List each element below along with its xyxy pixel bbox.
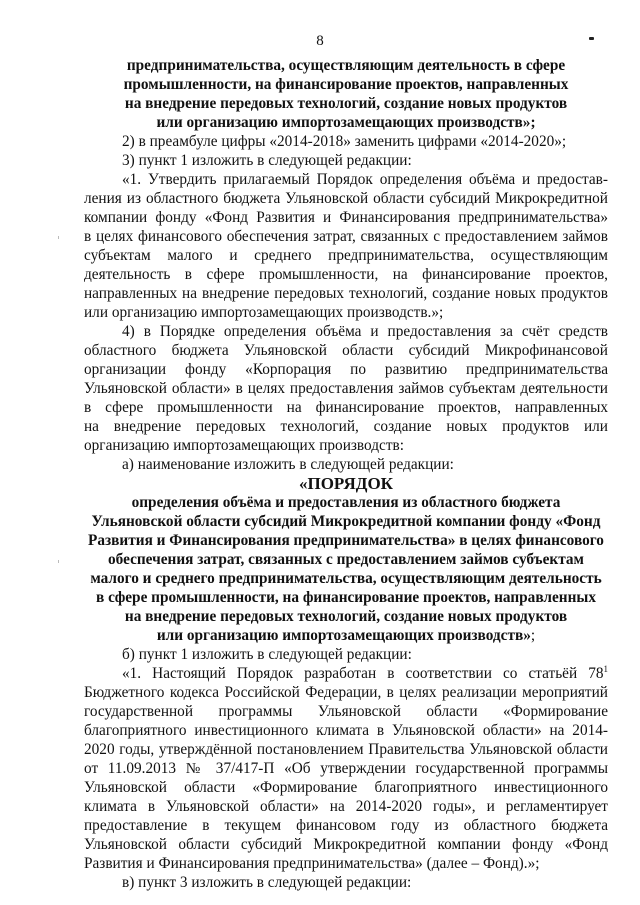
- order-title-line: на внедрение передовых технологий, создание новых продуктов: [124, 608, 568, 625]
- order-title-line: определения объёма и предоставления из областного бюджета: [131, 494, 561, 511]
- order-title-line-last: [84, 626, 608, 645]
- item-2: 2) в преамбуле цифры «2014-2018» заменить цифрами «2014-2020»;: [122, 133, 567, 150]
- quote-1-line: субъектам малого и среднего предпринимательства, осуществляющим: [84, 247, 608, 264]
- quote-2-line: государственной программы Ульяновской области «Формирование: [84, 703, 608, 720]
- title-line: на внедрение передовых технологий, создание новых продуктов: [124, 95, 568, 112]
- quote-2-line: Ульяновской области субсидий Микрокредитной компании фонду «Фонд: [84, 836, 608, 853]
- order-heading: «ПОРЯДОК: [298, 474, 393, 493]
- item-4-line: организации фонду «Корпорация по развитию предпринимательства: [84, 361, 608, 378]
- document-body: [84, 56, 608, 892]
- page-number: 8: [316, 33, 324, 49]
- order-title-last-bold: или организацию импортозамещающих производств»: [156, 627, 531, 644]
- sub-item-c: в) пункт 3 изложить в следующей редакции:: [122, 874, 412, 891]
- scan-mark: [589, 37, 594, 40]
- item-4-line: в сфере промышленности на финансирование проектов, направленных: [84, 399, 608, 416]
- quote-1-line: деятельность в сфере промышленности, на финансирование проектов,: [84, 266, 608, 283]
- quote-1-line: в целях финансового обеспечения затрат, связанных с предоставлением займов: [84, 228, 608, 245]
- scan-speck: [58, 236, 59, 239]
- order-title-line: Развития и Финансирования предпринимательства» в целях финансового: [88, 532, 604, 549]
- item-3: 3) пункт 1 изложить в следующей редакции:: [122, 152, 412, 169]
- item-4-line: Ульяновской области» в целях предоставления займов субъектам деятельности: [84, 380, 608, 397]
- sub-item-a: а) наименование изложить в следующей редакции:: [122, 456, 454, 473]
- scan-speck: [58, 560, 59, 563]
- quote-1-line: или организацию импортозамещающих производств.»;: [84, 304, 444, 321]
- quote-2-line: Ульяновской области «Формирование благоприятного инвестиционного: [84, 779, 608, 796]
- order-title-line: в сфере промышленности, на финансирование проектов, направленных: [96, 589, 596, 606]
- sub-item-b: б) пункт 1 изложить в следующей редакции:: [122, 646, 412, 663]
- quote-2-line: климата в Ульяновской области» на 2014-2020 годы», и регламентирует: [84, 798, 608, 815]
- quote-1-line: ления из областного бюджета Ульяновской области субсидий Микрокредитной: [84, 190, 608, 207]
- quote-2-line: благоприятного инвестиционного климата в Ульяновской области» на 2014-: [84, 722, 608, 739]
- quote-2-first: «1. Настоящий Порядок разработан в соответствии со статьёй 78: [122, 665, 604, 682]
- quote-1-line: «1. Утвердить прилагаемый Порядок определения объёма и предостав-: [122, 171, 608, 188]
- item-4-line: на внедрение передовых технологий, создание новых продуктов или: [84, 418, 608, 435]
- item-4-line: 4) в Порядке определения объёма и предоставления за счёт средств: [122, 323, 608, 340]
- article-superscript: 1: [603, 664, 608, 674]
- item-4-line: организацию импортозамещающих производств:: [84, 437, 404, 454]
- quote-2-line: 2020 годы, утверждённой постановлением Правительства Ульяновской области: [84, 741, 608, 758]
- quote-2-line: предоставление в текущем финансовом году из областного бюджета: [84, 817, 608, 834]
- title-line: предпринимательства, осуществляющим деятельность в сфере: [126, 57, 566, 74]
- order-title-line: малого и среднего предпринимательства, осуществляющим деятельность: [90, 570, 602, 587]
- quote-2-line: [84, 664, 608, 683]
- title-line: промышленности, на финансирование проектов, направленных: [123, 76, 569, 93]
- title-line: или организацию импортозамещающих производств»;: [156, 114, 536, 131]
- quote-2-line: Бюджетного кодекса Российской Федерации, в целях реализации мероприятий: [84, 684, 608, 701]
- quote-2-line: от 11.09.2013 № 37/417-П «Об утверждении государственной программы: [84, 760, 608, 777]
- quote-1-line: компании фонду «Фонд Развития и Финансирования предпринимательства»: [84, 209, 608, 226]
- order-title-line: Ульяновской области субсидий Микрокредитной компании фонду «Фонд: [91, 513, 601, 530]
- order-title-line: обеспечения затрат, связанных с предоставлением займов субъектам: [108, 551, 584, 568]
- quote-2-line: Развития и Финансирования предпринимательства» (далее – Фонд).»;: [84, 855, 540, 872]
- item-4-line: областного бюджета Ульяновской области субсидий Микрофинансовой: [84, 342, 608, 359]
- quote-1-line: направленных на внедрение передовых технологий, создание новых продуктов: [84, 285, 608, 302]
- order-title-last-tail: ;: [530, 627, 536, 644]
